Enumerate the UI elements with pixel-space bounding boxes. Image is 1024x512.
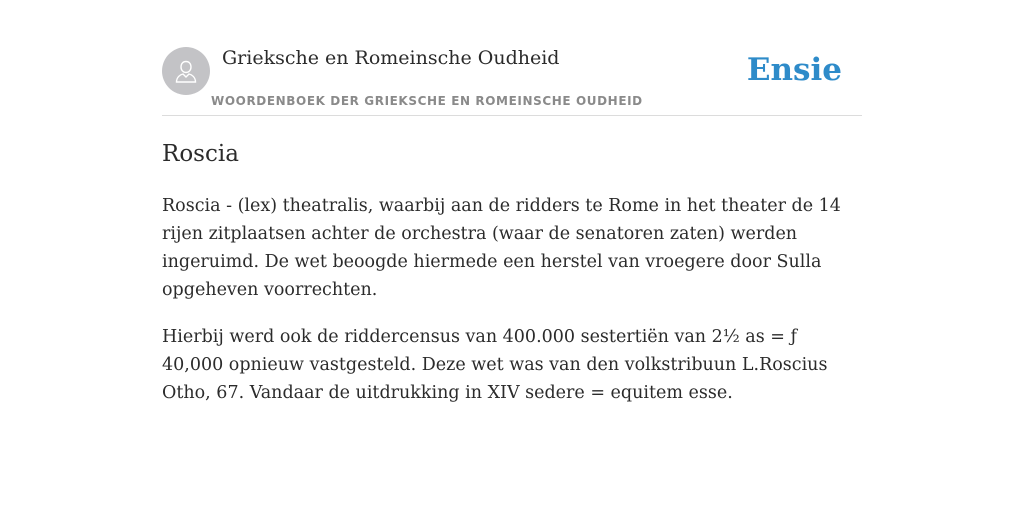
source-avatar[interactable] — [162, 47, 210, 95]
entry-paragraph: Roscia - (lex) theatralis, waarbij aan de ridders te Rome in het theater de 14 rijen zitplaatsen achter de orchestra (waar de senatoren zaten) werden ingeruimd. De wet beoogde hiermede een herstel van vroegere door Sulla opgeheven voorrechten. — [162, 196, 841, 300]
ensie-logo[interactable]: Ensie — [746, 52, 842, 88]
source-title[interactable]: Grieksche en Romeinsche Oudheid — [222, 47, 560, 69]
page-container — [162, 0, 862, 512]
entry-title: Roscia — [162, 141, 239, 167]
entry-body — [162, 192, 862, 426]
source-subtitle: WOORDENBOEK DER GRIEKSCHE EN ROMEINSCHE OUDHEID — [211, 94, 643, 108]
entry-paragraph: Hierbij werd ook de riddercensus van 400.000 sestertiën van 2½ as = ƒ 40,000 opnieuw vastgesteld. Deze wet was van den volkstribuun L.Roscius Otho, 67. Vandaar de uitdrukking in XIV sedere = equitem esse. — [162, 327, 828, 403]
user-icon — [172, 57, 200, 85]
source-header — [162, 0, 862, 116]
